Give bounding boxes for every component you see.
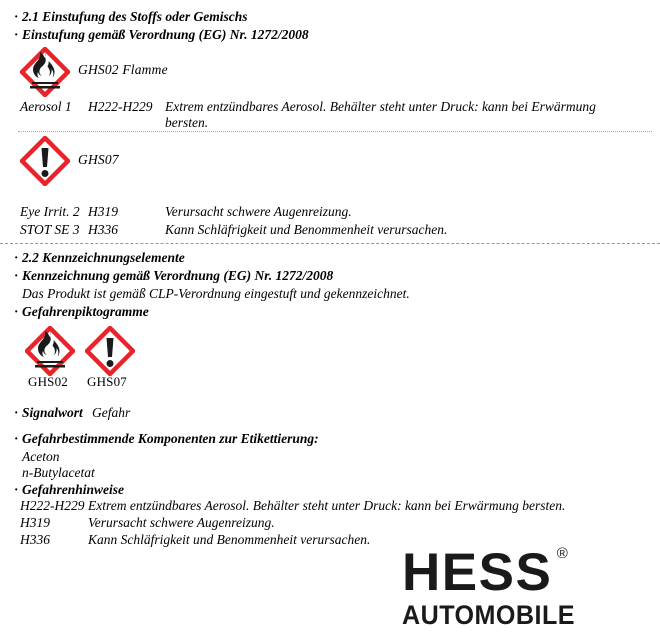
hazard-statements-heading: Gefahrenhinweise: [22, 482, 125, 497]
signal-word-value: Gefahr: [92, 405, 131, 420]
hazard-h-code: H222-H229: [20, 498, 85, 513]
hazard-h-code: H336: [20, 532, 50, 547]
ghs07-pictogram-label: GHS07: [87, 374, 128, 389]
logo-brand-name: [402, 543, 570, 602]
section-2-2-subtitle: Kennzeichnung gemäß Verordnung (EG) Nr. 1272/2008: [22, 268, 334, 283]
hazard-h-code: H319: [88, 204, 118, 219]
ghs02-name-label: GHS02 Flamme: [78, 62, 168, 77]
bullet-marker: ·: [14, 250, 19, 265]
registered-trademark-icon: ®: [556, 545, 570, 562]
hazard-h-code: H336: [88, 222, 118, 237]
bullet-marker: ·: [14, 27, 19, 42]
bullet-marker: ·: [14, 304, 19, 319]
hazard-statement-line-2: bersten.: [165, 115, 209, 130]
component-name: Aceton: [22, 449, 60, 464]
bullet-marker: ·: [14, 431, 19, 446]
section-separator: [0, 243, 660, 245]
section-2-2-note: Das Produkt ist gemäß CLP-Verordnung eingestuft und gekennzeichnet.: [22, 286, 410, 301]
ghs-exclamation-icon: [20, 136, 70, 186]
ghs02-pictogram-label: GHS02: [28, 374, 69, 389]
hazard-class-category: STOT SE 3: [20, 222, 80, 237]
hazard-h-code: H222-H229: [88, 99, 153, 114]
hazard-statement-text: Kann Schläfrigkeit und Benommenheit verursachen.: [88, 532, 371, 547]
pictograms-heading: Gefahrenpiktogramme: [22, 304, 149, 319]
ghs-exclamation-icon: [85, 326, 135, 376]
hazard-statement: Verursacht schwere Augenreizung.: [165, 204, 352, 219]
company-logo: [402, 543, 612, 630]
ghs07-name-label: GHS07: [78, 152, 119, 167]
hazard-h-code: H319: [20, 515, 50, 530]
component-name: n-Butylacetat: [22, 465, 95, 480]
bullet-marker: ·: [14, 482, 19, 497]
logo-brand-text: HESS: [402, 543, 553, 602]
ghs-flame-icon: [20, 47, 70, 97]
section-2-2-title: 2.2 Kennzeichnungselemente: [22, 250, 185, 265]
hazard-class-category: Aerosol 1: [20, 99, 72, 114]
section-2-1-title: 2.1 Einstufung des Stoffs oder Gemischs: [22, 9, 248, 24]
hazard-statement: Kann Schläfrigkeit und Benommenheit verursachen.: [165, 222, 448, 237]
hazard-statement-line-1: Extrem entzündbares Aerosol. Behälter steht unter Druck: kann bei Erwärmung: [165, 99, 596, 114]
signal-word-label: Signalwort: [22, 405, 83, 420]
dotted-separator: [18, 131, 652, 133]
logo-tagline: AUTOMOBILE: [402, 600, 575, 630]
section-2-1-subtitle: Einstufung gemäß Verordnung (EG) Nr. 1272/2008: [22, 27, 309, 42]
ghs-flame-icon: [25, 326, 75, 376]
bullet-marker: ·: [14, 9, 19, 24]
bullet-marker: ·: [14, 405, 19, 420]
bullet-marker: ·: [14, 268, 19, 283]
hazard-statement-text: Extrem entzündbares Aerosol. Behälter steht unter Druck: kann bei Erwärmung bersten.: [88, 498, 566, 513]
hazard-class-category: Eye Irrit. 2: [20, 204, 80, 219]
hazard-statement-text: Verursacht schwere Augenreizung.: [88, 515, 275, 530]
components-heading: Gefahrbestimmende Komponenten zur Etikettierung:: [22, 431, 319, 446]
